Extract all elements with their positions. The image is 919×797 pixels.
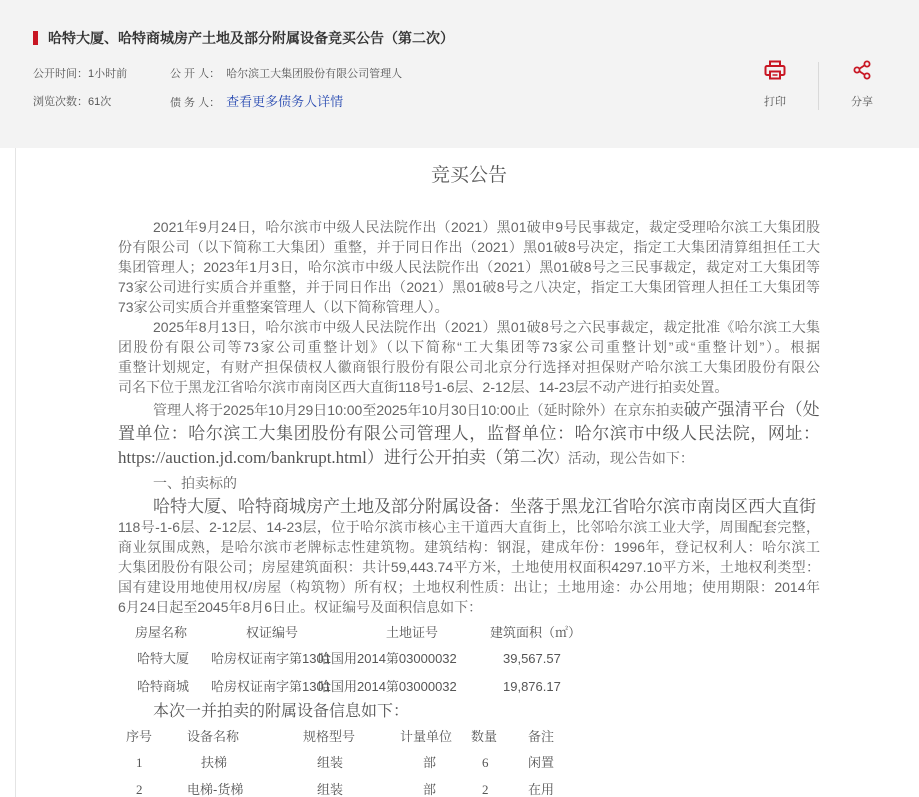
table-header-cell: 土地证号 [386, 625, 439, 640]
table-header-cell: 规格型号 [303, 729, 356, 744]
table-cell: 部 [423, 755, 437, 770]
view-count-label: 浏览次数： [33, 96, 88, 108]
table-cell: 2 [136, 782, 143, 797]
publisher-value: 哈尔滨工大集团股份有限公司管理人 [226, 68, 403, 80]
debtor-label: 债 务 人： [170, 97, 221, 109]
share-label[interactable]: 分享 [851, 96, 873, 108]
action-divider [818, 62, 819, 110]
share-button[interactable] [852, 60, 872, 80]
table-cell: 哈国用2014第03000032 [318, 651, 457, 666]
paragraph-line [118, 422, 820, 446]
table-cell: 哈国用2014第03000032 [318, 679, 457, 694]
table-header-cell: 数量 [471, 729, 498, 744]
printer-icon [764, 67, 786, 84]
paragraph-line: 6月24日起至2045年8月6日止。权证编号及面积信息如下： [118, 599, 483, 615]
table-cell: 部 [423, 782, 437, 797]
table-cell: 组装 [317, 782, 344, 797]
table-cell: 哈特商城 [137, 679, 190, 694]
share-icon [852, 67, 872, 84]
publish-time-label: 公开时间： [33, 68, 88, 80]
paragraph-line: 118号-1-6层、2-12层、14-23层，位于哈尔滨市核心主干道西大直街上，比邻哈尔滨工业大学，周围配套完整， [118, 519, 820, 535]
paragraph-line [118, 446, 820, 470]
table-cell: 扶梯 [201, 755, 228, 770]
view-count-value: 61次 [88, 96, 112, 108]
table-header-cell: 房屋名称 [135, 625, 188, 640]
table-cell: 电梯-货梯 [187, 782, 244, 797]
publish-time [33, 66, 127, 82]
table-header-cell: 权证编号 [246, 625, 299, 640]
paragraph-line: 团股份有限公司等73家公司重整计划》（以下简称“工大集团等73家公司重整计划”或“重整计划”）。根据 [118, 339, 820, 355]
view-count [33, 94, 111, 110]
paragraph-line: 2025年8月13日，哈尔滨市中级人民法院作出（2021）黑01破8号之六民事裁定，裁定批准《哈尔滨工大集 [153, 319, 820, 335]
paragraph-line [118, 398, 820, 422]
announcement-heading: 竞买公告 [430, 165, 507, 186]
paragraph-line: 商业氛围成熟，是哈尔滨市老牌标志性建筑物。建筑结构：钢混，建成年份：1996年，登记权利人：哈尔滨工 [118, 539, 820, 555]
table-cell: 在用 [528, 782, 555, 797]
table-cell: 6 [482, 755, 489, 770]
table-header-cell: 序号 [126, 729, 153, 744]
paragraph-line: 73家公司实质合并重整案管理人（以下简称管理人）。 [118, 299, 449, 315]
paragraph-restructuring-plan [118, 317, 820, 397]
paragraph-auction-schedule [118, 398, 820, 470]
paragraph-property-description [118, 497, 820, 617]
paragraph-line: 73家公司进行实质合并重整，并于同日作出（2021）黑01破8号之八决定，指定工大集团管理人担任工大集团等 [118, 279, 820, 295]
property-lead: 哈特大厦、哈特商城房产土地及部分附属设备：坐落于黑龙江省哈尔滨市南岗区西大直街 [153, 497, 816, 516]
paragraph-text: ）活动，现公告如下： [553, 450, 694, 466]
table-cell: 哈房权证南字第1301 [211, 651, 331, 666]
paragraph-line: 2021年9月24日，哈尔滨市中级人民法院作出（2021）黑01破申9号民事裁定，裁定受理哈尔滨工大集团股 [153, 219, 820, 235]
paragraph-line: 重整计划规定，有财产担保债权人徽商银行股份有限公司北京分行选择对担保财产哈尔滨工大集团股份有限公 [118, 359, 820, 375]
paragraph-court-ruling [118, 217, 820, 317]
paragraph-line: 司名下位于黑龙江省哈尔滨市南岗区西大直街118号1-6层、2-12层、14-23层不动产进行拍卖处置。 [118, 379, 729, 395]
paragraph-line: 国有建设用地使用权/房屋（构筑物）所有权；土地权利性质：出让；土地用途：办公用地；使用期限：2014年 [118, 579, 820, 595]
table-cell: 39,567.57 [503, 651, 561, 666]
paragraph-text: 管理人将于2025年10月29日10:00至2025年10月30日10:00止（延时除外）在京东拍卖 [153, 402, 684, 418]
table-cell: 19,876.17 [503, 679, 561, 694]
paragraph-line [118, 497, 820, 517]
paragraph-emphasis: https://auction.jd.com/bankrupt.html）进行公开拍卖（第二次 [118, 448, 554, 467]
paragraph-line: 集团管理人；2023年1月3日，哈尔滨市中级人民法院作出（2021）黑01破8号之三民事裁定，裁定对工大集团等 [118, 259, 820, 275]
table-cell: 哈房权证南字第1301 [211, 679, 331, 694]
paragraph-line: 份有限公司（以下简称工大集团）重整，并于同日作出（2021）黑01破8号决定，指定工大集团清算组担任工大 [118, 239, 820, 255]
table-cell: 2 [482, 782, 489, 797]
table-header-cell: 建筑面积（㎡） [490, 625, 582, 640]
debtor-details-link[interactable]: 查看更多债务人详情 [226, 94, 344, 109]
publish-time-value: 1小时前 [88, 68, 128, 80]
paragraph-line: 大集团股份有限公司；房屋建筑面积：共计59,443.74平方米，土地使用权面积4297.10平方米，土地权利类型： [118, 559, 820, 575]
print-button[interactable] [764, 60, 786, 80]
title-accent-bar [33, 31, 38, 45]
print-label[interactable]: 打印 [764, 96, 786, 108]
paragraph-emphasis: 置单位：哈尔滨工大集团股份有限公司管理人，监督单位：哈尔滨市中级人民法院，网址： [118, 424, 820, 443]
table-cell: 哈特大厦 [137, 651, 190, 666]
table-header-cell: 备注 [528, 729, 555, 744]
table-header-cell: 计量单位 [400, 729, 453, 744]
equipment-heading: 本次一并拍卖的附属设备信息如下： [153, 703, 410, 720]
table-cell: 闲置 [528, 755, 555, 770]
publisher-label: 公 开 人： [170, 68, 221, 80]
section-heading-auction-target: 一、拍卖标的 [153, 475, 237, 491]
table-cell: 1 [136, 755, 143, 770]
publisher [170, 66, 402, 82]
paragraph-emphasis: 破产强清平台（处 [683, 400, 820, 419]
debtor [170, 94, 343, 111]
page-title: 哈特大厦、哈特商城房产土地及部分附属设备竞买公告（第二次） [48, 30, 454, 46]
table-header-cell: 设备名称 [187, 729, 240, 744]
table-cell: 组装 [317, 755, 344, 770]
